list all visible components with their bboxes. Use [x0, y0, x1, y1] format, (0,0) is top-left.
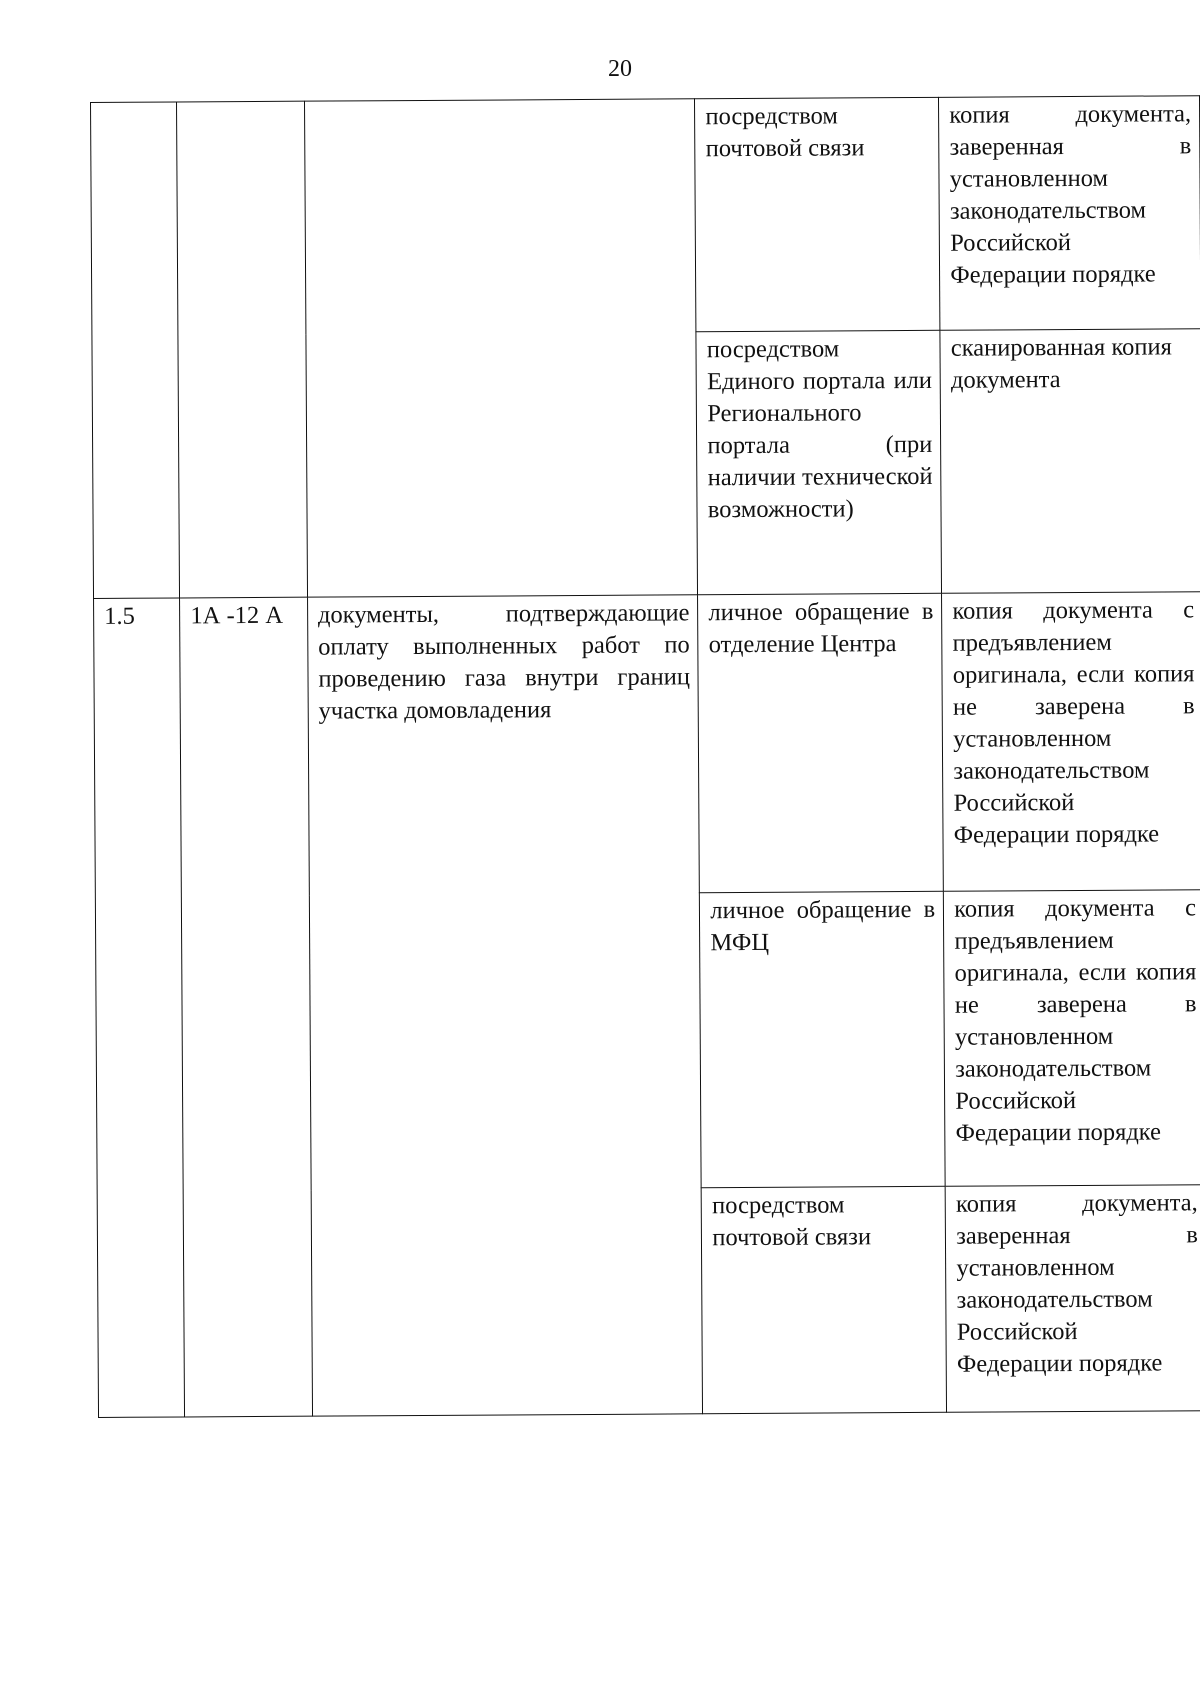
cell-code-continued — [177, 101, 308, 598]
cell-form: копия документа с предъявлением оригинала, если копия не заверена в установленном законодательством Российской Федерации порядке — [944, 890, 1200, 1187]
cell-method: личное обращение в отделение Центра — [698, 593, 944, 892]
table-row — [91, 96, 1200, 336]
cell-method: посредством почтовой связи — [695, 97, 940, 331]
requirements-table — [90, 95, 1200, 1418]
cell-method: посредством почтовой связи — [702, 1186, 947, 1413]
page-number: 20 — [608, 56, 632, 82]
cell-method: посредством Единого портала или Регионального портала (при наличии технической возможности) — [696, 330, 942, 594]
cell-form: копия документа, заверенная в установленном законодательством Российской Федерации порядке — [945, 1185, 1200, 1413]
cell-document-continued — [304, 99, 698, 597]
table-row — [94, 592, 1200, 897]
cell-number-continued — [91, 102, 180, 599]
cell-code: 1А -12 А — [180, 597, 313, 1417]
cell-form: сканированная копия документа — [940, 329, 1200, 594]
cell-form: копия документа, заверенная в установленном законодательством Российской Федерации порядке — [939, 96, 1200, 331]
cell-document: документы, подтверждающие оплату выполненных работ по проведению газа внутри границ участка домовладения — [307, 595, 702, 1416]
cell-form: копия документа с предъявлением оригинала, если копия не заверена в установленном законодательством Российской Федерации порядке — [942, 592, 1200, 892]
cell-method: личное обращение в МФЦ — [700, 891, 946, 1187]
cell-number: 1.5 — [94, 598, 185, 1418]
